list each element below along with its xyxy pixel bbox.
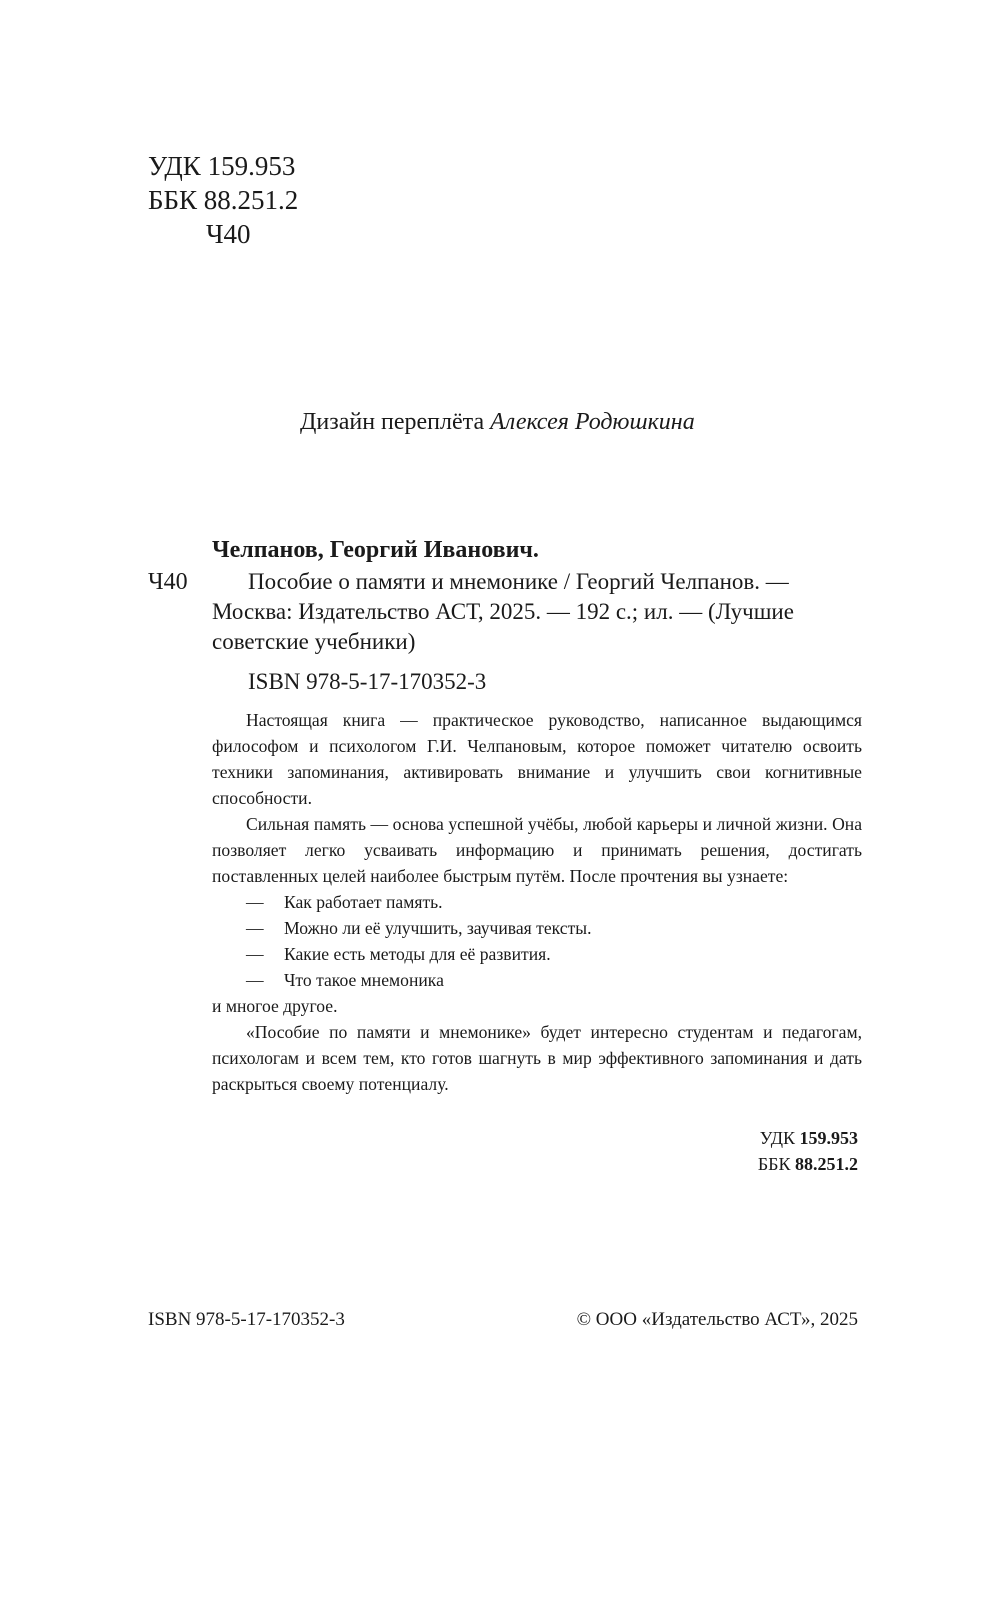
list-item-text: Как работает память. xyxy=(284,892,443,912)
udk-right-value: 159.953 xyxy=(799,1128,858,1148)
bbk-right-label: ББК xyxy=(757,1154,795,1174)
annotation-paragraph-2: Сильная память — основа успешной учёбы, любой карьеры и личной жизни. Она позволяет легко усваивать информацию и принимать решения, достигать поставленных целей наиболее быстрым путём. После прочтения вы узнаете: xyxy=(212,814,862,886)
designer-name: Алексея Родюшкина xyxy=(490,409,695,435)
dash: — xyxy=(246,970,264,990)
author-heading: Челпанов, Георгий Иванович. xyxy=(212,537,539,563)
bbk-code: ББК 88.251.2 xyxy=(148,185,299,215)
udk-code: УДК 159.953 xyxy=(148,151,296,181)
udk-right xyxy=(760,1125,858,1151)
dash: — xyxy=(246,892,264,912)
bibliographic-description xyxy=(212,567,862,657)
list-item xyxy=(212,915,862,941)
bbk-right-value: 88.251.2 xyxy=(795,1154,858,1174)
author-mark-top: Ч40 xyxy=(206,219,251,249)
author-mark: Ч40 xyxy=(148,569,188,595)
design-credit-prefix: Дизайн переплёта xyxy=(300,409,491,435)
description-text: Пособие о памяти и мнемонике / Георгий Челпанов. — Москва: Издательство АСТ, 2025. — 192 с.; ил. — (Лучшие советские учебники) xyxy=(212,569,794,654)
list-item xyxy=(212,941,862,967)
annotation-paragraph-3: «Пособие по памяти и мнемонике» будет интересно студентам и педагогам, психологам и всем тем, кто готов шагнуть в мир эффективного запоминания и дать раскрыться своему потенциалу. xyxy=(212,1022,862,1094)
bbk-right xyxy=(758,1151,858,1177)
footer-isbn: ISBN 978-5-17-170352-3 xyxy=(148,1309,345,1330)
annotation xyxy=(212,707,862,1097)
udk-right-label: УДК xyxy=(759,1128,800,1148)
footer-copyright: © ООО «Издательство АСТ», 2025 xyxy=(576,1309,858,1330)
list-item-text: Что такое мнемоника xyxy=(284,970,444,990)
design-credit xyxy=(300,407,695,437)
list-item-text: Можно ли её улучшить, заучивая тексты. xyxy=(284,918,592,938)
annotation-after-list: и многое другое. xyxy=(212,996,338,1016)
list-item-text: Какие есть методы для её развития. xyxy=(284,944,551,964)
list-item xyxy=(212,967,862,993)
annotation-paragraph-1: Настоящая книга — практическое руководство, написанное выдающимся философом и психологом Г.И. Челпановым, которое поможет читателю освоить техники запоминания, активировать внимание и улучшить свои когнитивные способности. xyxy=(212,710,862,808)
dash: — xyxy=(246,944,264,964)
list-item xyxy=(212,889,862,915)
dash: — xyxy=(246,918,264,938)
isbn-record: ISBN 978-5-17-170352-3 xyxy=(248,669,487,694)
